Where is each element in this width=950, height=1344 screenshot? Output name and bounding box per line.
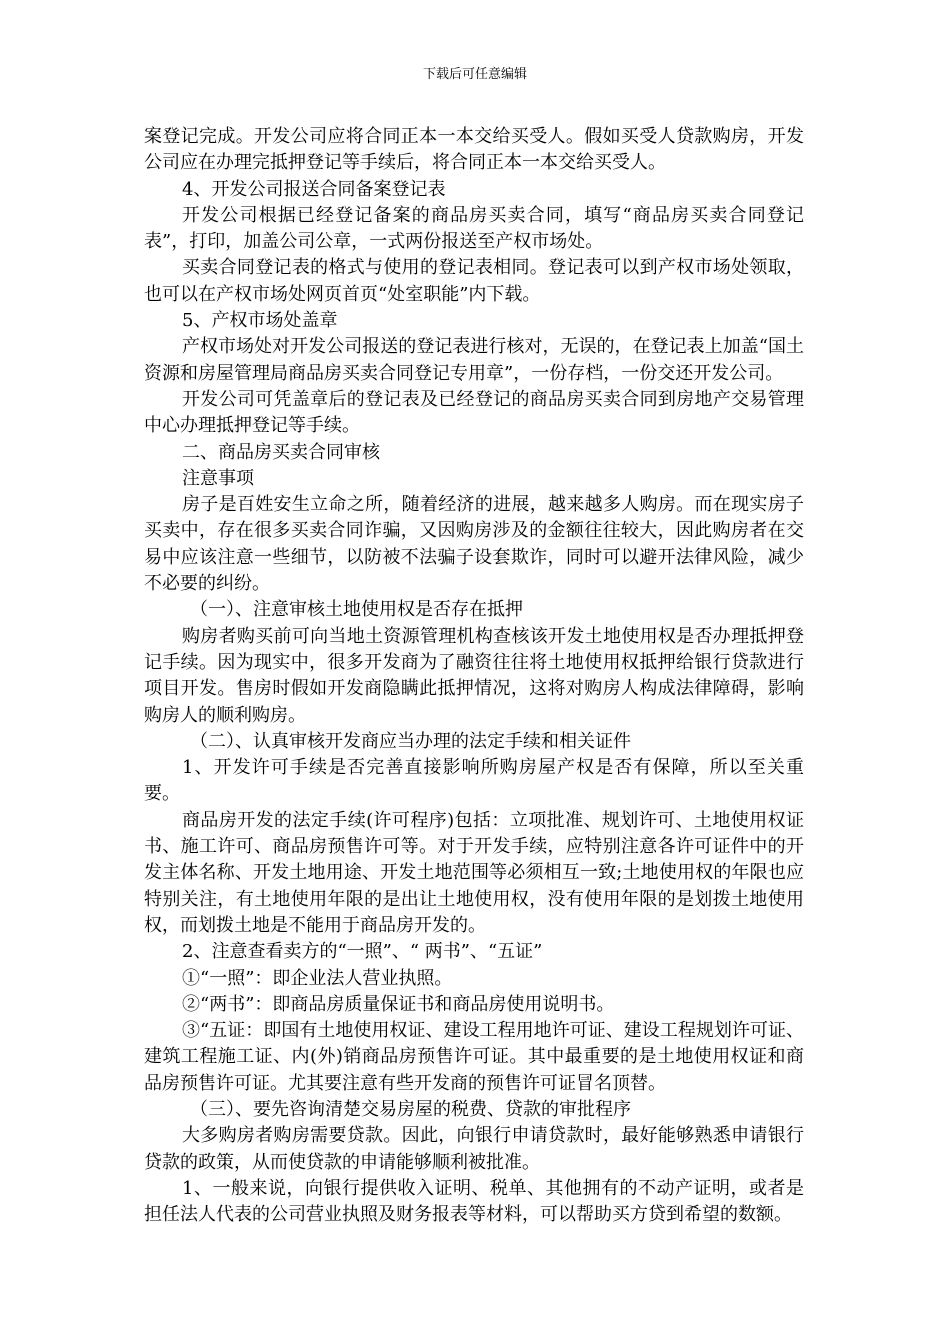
paragraph: 购房者购买前可向当地土资源管理机构查核该开发土地使用权是否办理抵押登记手续。因为现实中，很多开发商为了融资往往将土地使用权抵押给银行贷款进行项目开发。售房时假如开发商隐瞒此抵押情况，这将对购房人构成法律障碍，影响购房人的顺利购房。 bbox=[144, 625, 804, 726]
paragraph: 商品房开发的法定手续(许可程序)包括：立项批准、规划许可、土地使用权证书、施工许可、商品房预售许可等。对于开发手续，应特别注意各许可证件中的开发主体名称、开发土地用途、开发土地范围等必须相互一致;土地使用权的年限也应特别关注，有土地使用年限的是出让土地使用权，没有使用年限的是划拨土地使用权，而划拨土地是不能用于商品房开发的。 bbox=[144, 809, 804, 936]
paragraph: 案登记完成。开发公司应将合同正本一本交给买受人。假如买受人贷款购房，开发公司应在办理完抵押登记等手续后，将合同正本一本交给买受人。 bbox=[144, 126, 804, 174]
document-body bbox=[144, 124, 804, 1228]
paragraph: 1、开发许可手续是否完善直接影响所购房屋产权是否有保障，所以至关重要。 bbox=[144, 757, 804, 805]
paragraph: 买卖合同登记表的格式与使用的登记表相同。登记表可以到产权市场处领取，也可以在产权市场处网页首页“处室职能”内下载。 bbox=[144, 257, 804, 305]
subheading: （一）、注意审核土地使用权是否存在抵押 bbox=[190, 599, 523, 621]
paragraph: 开发公司根据已经登记备案的商品房买卖合同，填写“商品房买卖合同登记表”，打印，加盖公司公章，一式两份报送至产权市场处。 bbox=[144, 204, 804, 253]
paragraph: 5、产权市场处盖章 bbox=[182, 310, 338, 332]
subheading: 注意事项 bbox=[182, 467, 254, 489]
subheading: （三）、要先咨询清楚交易房屋的税费、贷款的审批程序 bbox=[190, 1098, 631, 1120]
section-heading: 二、商品房买卖合同审核 bbox=[182, 441, 380, 463]
paragraph: 4、开发公司报送合同备案登记表 bbox=[182, 178, 446, 200]
page-header: 下载后可任意编辑 bbox=[422, 67, 527, 82]
paragraph: 开发公司可凭盖章后的登记表及已经登记的商品房买卖合同到房地产交易管理中心办理抵押登记等手续。 bbox=[144, 388, 804, 437]
list-item: ②“两书”：即商品房质量保证书和商品房使用说明书。 bbox=[182, 993, 615, 1015]
paragraph: 2、注意查看卖方的“一照”、“ 两书”、“五证” bbox=[182, 941, 543, 963]
paragraph: 产权市场处对开发公司报送的登记表进行核对，无误的，在登记表上加盖“国土资源和房屋管理局商品房买卖合同登记专用章”，一份存档，一份交还开发公司。 bbox=[144, 336, 804, 384]
list-item: ①“一照”：即企业法人营业执照。 bbox=[182, 967, 453, 989]
list-item: ③“五证：即国有土地使用权证、建设工程用地许可证、建设工程规划许可证、建筑工程施工证、内(外)销商品房预售许可证。其中最重要的是土地使用权证和商品房预售许可证。尤其要注意有些开发商的预售许可证冒名顶替。 bbox=[144, 1020, 804, 1094]
paragraph: 房子是百姓安生立命之所，随着经济的进展，越来越多人购房。而在现实房子买卖中，存在很多买卖合同诈骗，又因购房涉及的金额往往较大，因此购房者在交易中应该注意一些细节，以防被不法骗子设套欺诈，同时可以避开法律风险，减少不必要的纠纷。 bbox=[144, 494, 804, 595]
subheading: （二）、认真审核开发商应当办理的法定手续和相关证件 bbox=[190, 730, 631, 752]
paragraph: 大多购房者购房需要贷款。因此，向银行申请贷款时，最好能够熟悉申请银行贷款的政策，从而使贷款的申请能够顺利被批准。 bbox=[144, 1125, 804, 1173]
paragraph: 1、一般来说，向银行提供收入证明、税单、其他拥有的不动产证明，或者是担任法人代表的公司营业执照及财务报表等材料，可以帮助买方贷到希望的数额。 bbox=[144, 1177, 804, 1226]
